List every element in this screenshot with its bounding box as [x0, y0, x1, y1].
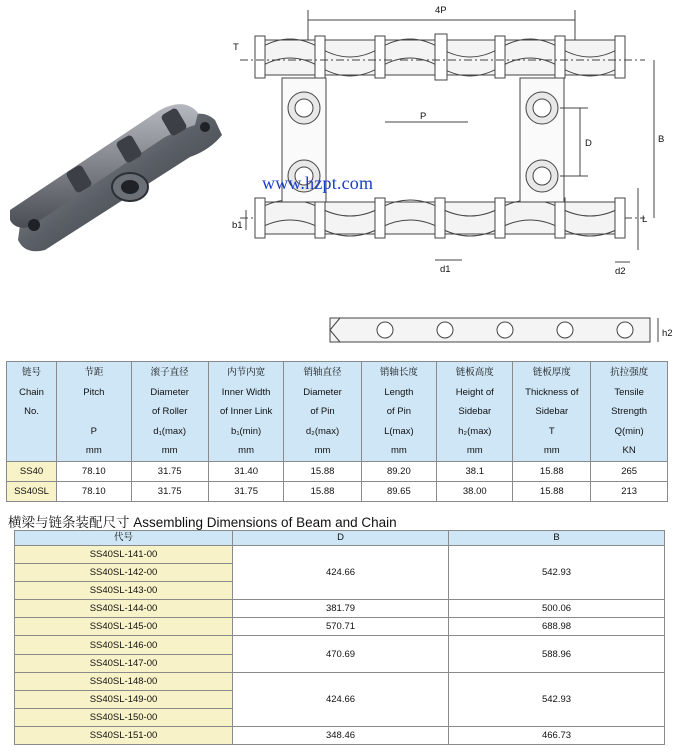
spec-header-cell — [131, 362, 208, 462]
spec-header-line — [57, 402, 131, 422]
spec-header-line: L(max) — [384, 425, 414, 437]
spec-header-line: mm — [543, 445, 560, 457]
spec-header-line: Strength — [611, 406, 648, 418]
assembly-code: SS40SL-150-00 — [15, 708, 233, 726]
spec-header-line: d₂(max) — [305, 425, 340, 437]
assembly-table — [14, 530, 665, 745]
assembly-row — [15, 618, 665, 636]
spec-header-line: Chain — [19, 386, 44, 398]
assembly-row — [15, 546, 665, 564]
assembly-row — [15, 726, 665, 744]
spec-header-line: 销轴长度 — [379, 367, 418, 378]
spec-value: 89.20 — [361, 461, 437, 481]
spec-header-line — [7, 422, 56, 442]
label-d2: d2 — [615, 266, 626, 277]
assembly-row — [15, 600, 665, 618]
assembly-d-value: 381.79 — [233, 600, 449, 618]
spec-header-line: Diameter — [303, 386, 342, 398]
spec-header-line: Height of — [455, 386, 494, 398]
assembly-code: SS40SL-145-00 — [15, 618, 233, 636]
assembly-b-value: 500.06 — [449, 600, 665, 618]
spec-value: 15.88 — [284, 461, 361, 481]
spec-value: 31.75 — [131, 461, 208, 481]
spec-value: 38.1 — [437, 461, 513, 481]
assembly-code: SS40SL-143-00 — [15, 582, 233, 600]
spec-header-cell — [513, 362, 591, 462]
spec-header-line: mm — [466, 445, 483, 457]
label-t: T — [233, 42, 239, 53]
assembly-b-value: 588.96 — [449, 636, 665, 672]
spec-header-line: 链号 — [22, 367, 42, 378]
spec-header-line: Tensile — [614, 386, 644, 398]
spec-header-line: Inner Width — [221, 386, 271, 398]
spec-header-cell — [208, 362, 284, 462]
assembly-header-cell: D — [233, 531, 449, 546]
spec-header-line: Pitch — [83, 386, 105, 398]
spec-value: 89.65 — [361, 481, 437, 501]
spec-row — [7, 481, 668, 501]
assembly-header-cell: 代号 — [15, 531, 233, 546]
assembly-b-value: 688.98 — [449, 618, 665, 636]
spec-value: 265 — [591, 461, 668, 481]
assembly-header-row — [15, 531, 665, 546]
spec-header-cell — [591, 362, 668, 462]
spec-header-line: Length — [384, 386, 414, 398]
assembly-code: SS40SL-147-00 — [15, 654, 233, 672]
spec-header-line: of Roller — [151, 406, 188, 418]
label-4p: 4P — [435, 5, 447, 16]
assembly-code: SS40SL-142-00 — [15, 564, 233, 582]
assembly-row — [15, 636, 665, 654]
spec-value: 78.10 — [57, 481, 132, 501]
spec-header-line: 滚子直径 — [150, 367, 189, 378]
assembly-b-value: 542.93 — [449, 672, 665, 726]
chain-links — [10, 104, 222, 251]
assembly-b-value: 542.93 — [449, 546, 665, 600]
assembly-d-value: 470.69 — [233, 636, 449, 672]
watermark-top: www.hzpt.com — [262, 173, 374, 193]
spec-header-cell — [284, 362, 361, 462]
chain-product-photo — [0, 75, 232, 255]
spec-header-line: 链板厚度 — [532, 367, 571, 378]
assembly-b-value: 466.73 — [449, 726, 665, 744]
spec-value: 15.88 — [513, 461, 591, 481]
label-p: P — [420, 111, 427, 122]
spec-header-line: d₁(max) — [153, 425, 187, 437]
spec-header-line: h₂(max) — [458, 425, 492, 437]
assembly-code: SS40SL-146-00 — [15, 636, 233, 654]
label-b: B — [658, 134, 665, 145]
spec-header-line: Thickness of — [525, 386, 579, 398]
spec-header-line: mm — [161, 445, 178, 457]
spec-chain-no: SS40SL — [7, 481, 57, 501]
spec-header-line: of Inner Link — [219, 406, 273, 418]
spec-header-cell — [7, 362, 57, 462]
assembly-title: 横梁与链条装配尺寸 Assembling Dimensions of Beam and Chain — [8, 515, 397, 530]
spec-header-line: mm — [390, 445, 407, 457]
spec-header-line: Sidebar — [458, 406, 492, 418]
spec-header-line: No. — [24, 406, 39, 418]
label-l: L — [642, 214, 648, 225]
spec-header-line: Diameter — [150, 386, 189, 398]
spec-value: 31.40 — [208, 461, 284, 481]
label-d1: d1 — [440, 264, 451, 275]
assembly-d-value: 424.66 — [233, 672, 449, 726]
spec-value: 15.88 — [513, 481, 591, 501]
spec-header-cell — [437, 362, 513, 462]
spec-value: 38.00 — [437, 481, 513, 501]
spec-value: 31.75 — [208, 481, 284, 501]
label-h2: h2 — [662, 328, 673, 339]
spec-header-cell — [57, 362, 132, 462]
spec-header-line: Sidebar — [535, 406, 569, 418]
spec-header-line: T — [548, 425, 555, 437]
assembly-code: SS40SL-141-00 — [15, 546, 233, 564]
spec-header-line: mm — [238, 445, 254, 457]
spec-header-cell — [361, 362, 437, 462]
spec-value: 78.10 — [57, 461, 132, 481]
spec-header-line: mm — [85, 445, 102, 457]
spec-header-line: of Pin — [310, 406, 335, 418]
spec-header-line: b₁(min) — [231, 425, 262, 437]
spec-value: 31.75 — [131, 481, 208, 501]
spec-chain-no: SS40 — [7, 461, 57, 481]
assembly-code: SS40SL-148-00 — [15, 672, 233, 690]
spec-header-line: Q(min) — [614, 425, 644, 437]
assembly-code: SS40SL-149-00 — [15, 690, 233, 708]
spec-value: 15.88 — [284, 481, 361, 501]
spec-table — [6, 361, 668, 502]
spec-header-line: mm — [314, 445, 331, 457]
assembly-d-value: 348.46 — [233, 726, 449, 744]
spec-value: 213 — [591, 481, 668, 501]
assembly-code: SS40SL-144-00 — [15, 600, 233, 618]
assembly-d-value: 424.66 — [233, 546, 449, 600]
spec-header-line: 节距 — [84, 367, 104, 378]
assembly-row — [15, 672, 665, 690]
label-d: D — [585, 138, 592, 149]
spec-header-line — [7, 441, 56, 461]
label-b1: b1 — [232, 220, 243, 231]
spec-header-row — [7, 362, 668, 462]
spec-header-line: of Pin — [386, 406, 412, 418]
spec-header-line: P — [90, 425, 97, 437]
assembly-d-value: 570.71 — [233, 618, 449, 636]
assembly-code: SS40SL-151-00 — [15, 726, 233, 744]
spec-header-line: 内节内宽 — [227, 367, 266, 378]
spec-header-line: 销轴直径 — [303, 367, 342, 378]
assembly-header-cell: B — [449, 531, 665, 546]
spec-header-line: 链板高度 — [455, 367, 494, 378]
spec-header-line: KN — [622, 445, 636, 457]
spec-header-line: 抗拉强度 — [610, 367, 649, 378]
spec-row — [7, 461, 668, 481]
